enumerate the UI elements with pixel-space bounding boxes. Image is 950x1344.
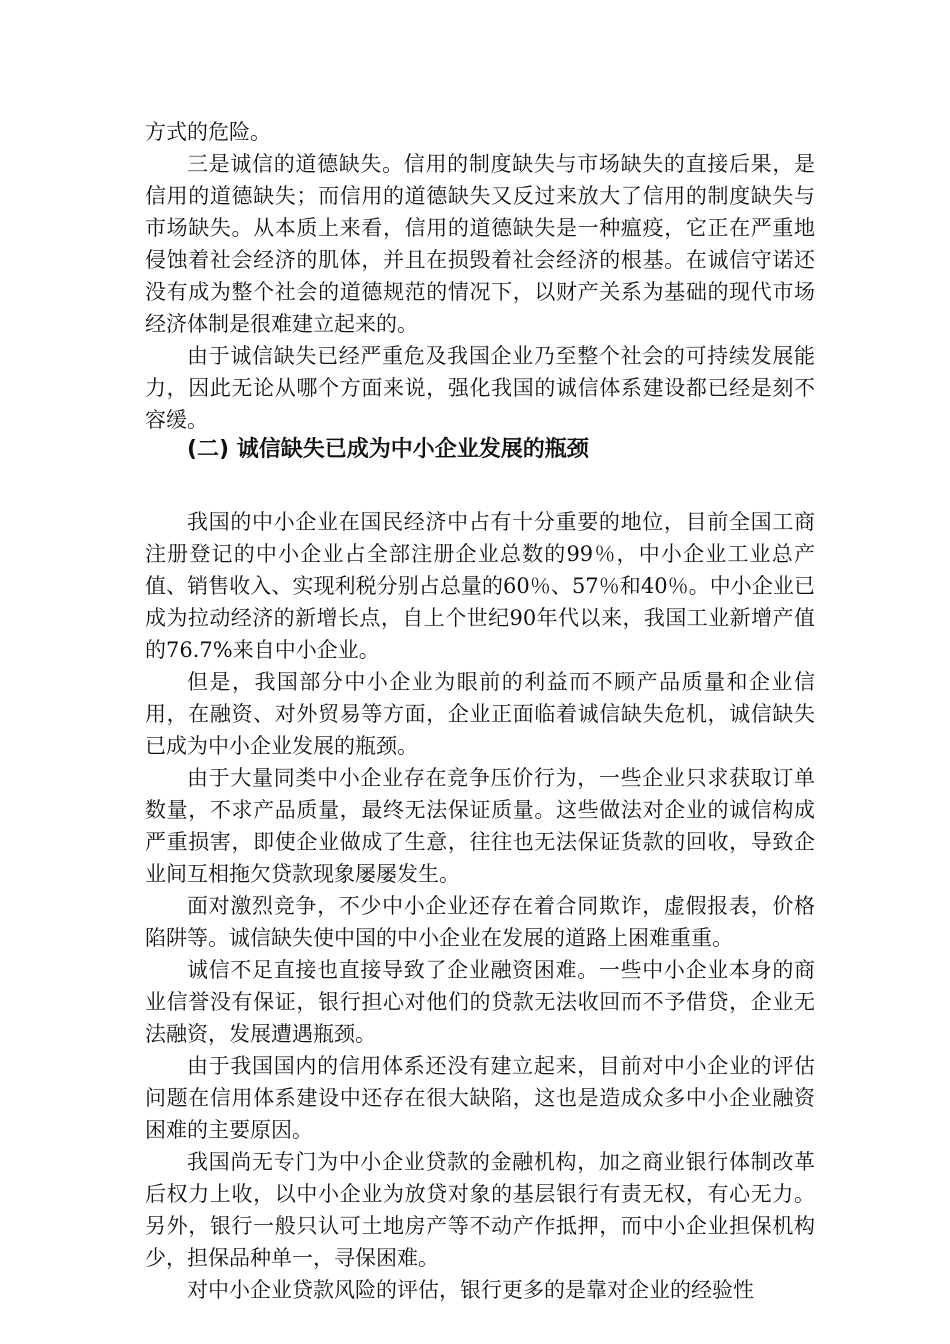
paragraph-financial-institutions: 我国尚无专门为中小企业贷款的金融机构，加之商业银行体制改革后权力上收，以中小企业为放贷对象的基层银行有责无权，有心无力。另外，银行一般只认可土地房产等不动产作抵押，而中小企业担保机构少，担保品种单一，寻保困难。	[145, 1150, 815, 1270]
paragraph-urgency: 由于诚信缺失已经严重危及我国企业乃至整个社会的可持续发展能力，因此无论从哪个方面来说，强化我国的诚信体系建设都已经是刻不容缓。	[145, 344, 815, 432]
paragraph-sme-crisis: 但是，我国部分中小企业为眼前的利益而不顾产品质量和企业信用，在融资、对外贸易等方面，企业正面临着诚信缺失危机，诚信缺失已成为中小企业发展的瓶颈。	[145, 670, 815, 758]
paragraph-moral-deficiency: 三是诚信的道德缺失。信用的制度缺失与市场缺失的直接后果，是信用的道德缺失；而信用的道德缺失又反过来放大了信用的制度缺失与市场缺失。从本质上来看，信用的道德缺失是一种瘟疫，它正在严重地侵蚀着社会经济的肌体，并且在损毁着社会经济的根基。在诚信守诺还没有成为整个社会的道德规范的情况下，以财产关系为基础的现代市场经济体制是很难建立起来的。	[145, 152, 815, 336]
paragraph-price-competition: 由于大量同类中小企业存在竞争压价行为，一些企业只求获取订单数量，不求产品质量，最终无法保证质量。这些做法对企业的诚信构成严重损害，即使企业做成了生意，往往也无法保证货款的回收，导致企业间互相拖欠贷款现象屡屡发生。	[145, 766, 815, 886]
paragraph-continuation: 方式的危险。	[145, 120, 271, 144]
section-heading: (二) 诚信缺失已成为中小企业发展的瓶颈	[187, 437, 589, 462]
paragraph-risk-assessment: 对中小企业贷款风险的评估，银行更多的是靠对企业的经验性	[187, 1278, 754, 1302]
bottom-text-section	[145, 506, 815, 1306]
paragraph-contract-fraud: 面对激烈竞争，不少中小企业还存在着合同欺诈，虚假报表，价格陷阱等。诚信缺失使中国的中小企业在发展的道路上困难重重。	[145, 894, 815, 950]
top-text-section	[145, 116, 815, 436]
paragraph-credit-system: 由于我国国内的信用体系还没有建立起来，目前对中小企业的评估问题在信用体系建设中还存在很大缺陷，这也是造成众多中小企业融资困难的主要原因。	[145, 1054, 815, 1142]
paragraph-financing-difficulty: 诚信不足直接也直接导致了企业融资困难。一些中小企业本身的商业信誉没有保证，银行担心对他们的贷款无法收回而不予借贷，企业无法融资，发展遭遇瓶颈。	[145, 958, 815, 1046]
paragraph-sme-importance: 我国的中小企业在国民经济中占有十分重要的地位，目前全国工商注册登记的中小企业占全部注册企业总数的99％，中小企业工业总产值、销售收入、实现利税分别占总量的60％、57％和40％。中小企业已成为拉动经济的新增长点，自上个世纪90年代以来，我国工业新增产值的76.7%来自中小企业。	[145, 510, 815, 662]
